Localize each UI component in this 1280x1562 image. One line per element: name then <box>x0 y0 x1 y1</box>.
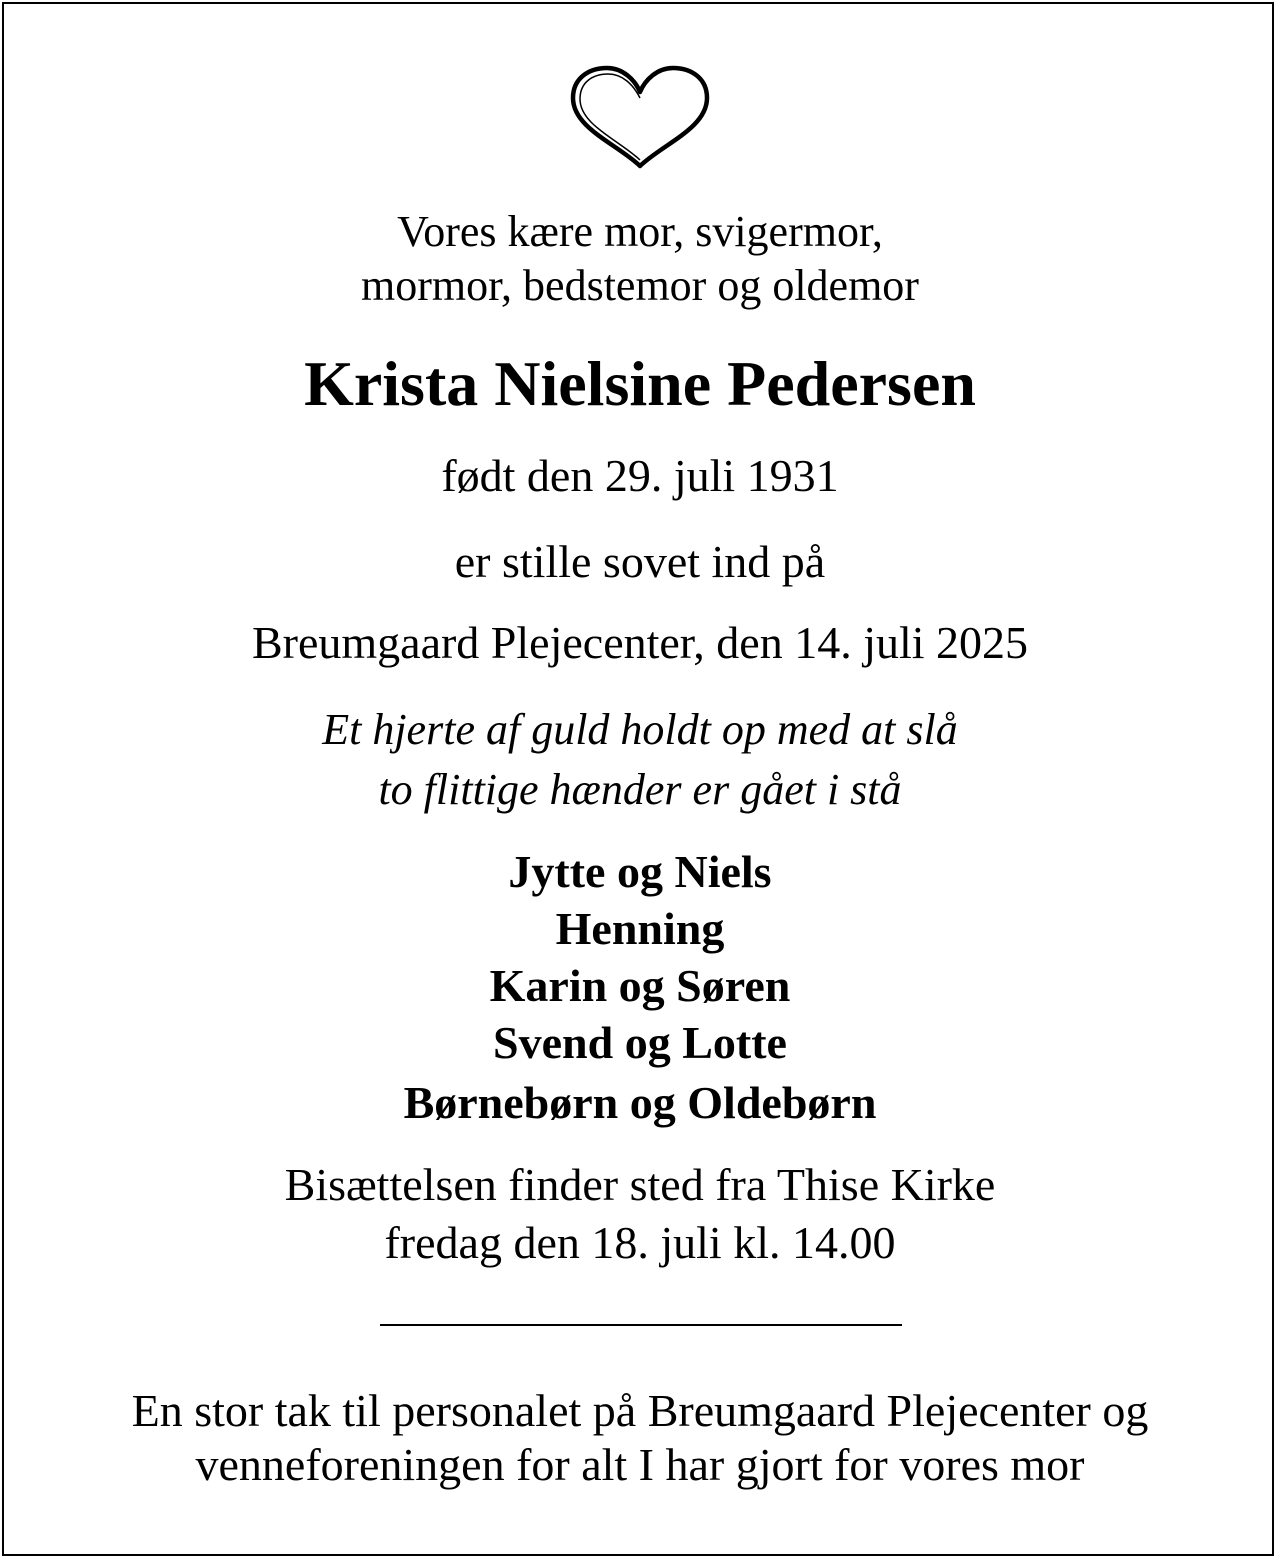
thanks-line-1: En stor tak til personalet på Breumgaard Plejecenter og <box>131 1385 1149 1436</box>
funeral-line-1: Bisættelsen finder sted fra Thise Kirke <box>284 1159 996 1210</box>
divider-line <box>380 1324 902 1326</box>
verse-line-2: to flittige hænder er gået i stå <box>378 765 902 814</box>
thanks-line-2: venneforeningen for alt I har gjort for vores mor <box>195 1439 1085 1490</box>
family-member: Henning <box>555 903 725 954</box>
intro-line-1: Vores kære mor, svigermor, <box>397 207 883 256</box>
intro-line-2: mormor, bedstemor og oldemor <box>361 261 919 310</box>
family-member: Jytte og Niels <box>508 846 772 897</box>
heart-icon <box>565 62 715 172</box>
family-member: Karin og Søren <box>489 960 791 1011</box>
family-member: Svend og Lotte <box>493 1017 787 1068</box>
birth-date: født den 29. juli 1931 <box>441 450 839 501</box>
deceased-name: Krista Nielsine Pedersen <box>304 348 976 419</box>
passed-line-2: Breumgaard Plejecenter, den 14. juli 2025 <box>251 617 1029 668</box>
verse-line-1: Et hjerte af guld holdt op med at slå <box>322 705 958 754</box>
funeral-line-2: fredag den 18. juli kl. 14.00 <box>384 1217 896 1268</box>
passed-line-1: er stille sovet ind på <box>454 536 826 587</box>
family-member: Børnebørn og Oldebørn <box>403 1077 877 1128</box>
